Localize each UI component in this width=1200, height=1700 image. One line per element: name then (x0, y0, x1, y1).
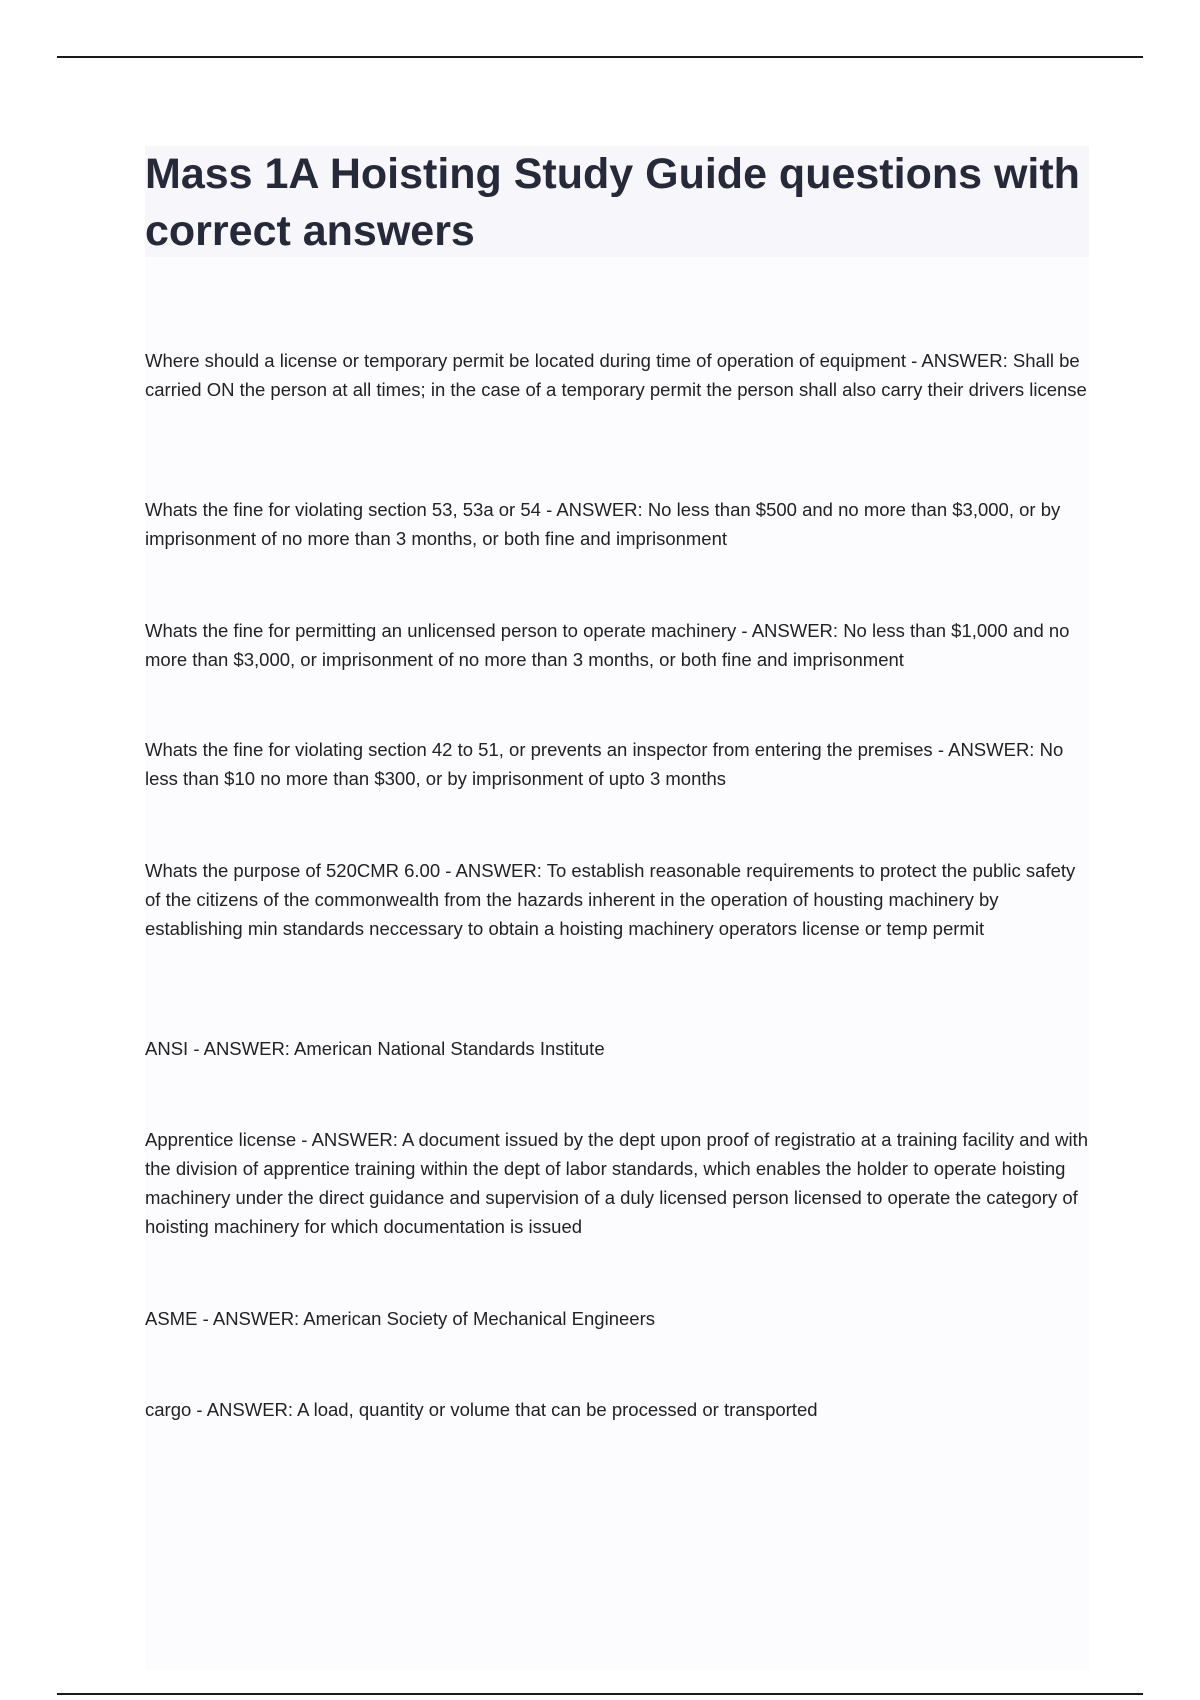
qa-item-cargo: cargo - ANSWER: A load, quantity or volume that can be processed or transported (145, 1399, 818, 1420)
qa-item-purpose-520cmr: Whats the purpose of 520CMR 6.00 - ANSWER: To establish reasonable requirements to protect the public safety of the citizens of the commonwealth from the hazards inherent in the operation of housting machinery by establishing min standards neccessary to obtain a hoisting machinery operators license or temp permit (145, 860, 1076, 939)
qa-item-ansi: ANSI - ANSWER: American National Standards Institute (145, 1038, 605, 1059)
bottom-rule (57, 1693, 1143, 1695)
qa-item-fine-42-51: Whats the fine for violating section 42 to 51, or prevents an inspector from entering the premises - ANSWER: No less than $10 no more than $300, or by imprisonment of upto 3 months (145, 739, 1064, 789)
qa-item-asme: ASME - ANSWER: American Society of Mechanical Engineers (145, 1308, 655, 1329)
top-rule (57, 56, 1143, 58)
document-page (145, 146, 1089, 1670)
qa-item-license-location: Where should a license or temporary permit be located during time of operation of equipment - ANSWER: Shall be carried ON the person at all times; in the case of a temporary permit the person shall also carry their drivers license (145, 350, 1087, 400)
document-title: Mass 1A Hoisting Study Guide questions with correct answers (145, 150, 1080, 255)
qa-item-fine-53: Whats the fine for violating section 53, 53a or 54 - ANSWER: No less than $500 and no more than $3,000, or by imprisonment of no more than 3 months, or both fine and imprisonment (145, 499, 1061, 549)
qa-item-apprentice-license: Apprentice license - ANSWER: A document issued by the dept upon proof of registratio at a training facility and with the division of apprentice training within the dept of labor standards, which enables the holder to operate hoisting machinery under the direct guidance and supervision of a duly licensed person licensed to operate the category of hoisting machinery for which documentation is issued (145, 1129, 1088, 1237)
title-block (145, 146, 1089, 257)
qa-item-fine-unlicensed: Whats the fine for permitting an unlicensed person to operate machinery - ANSWER: No less than $1,000 and no more than $3,000, or imprisonment of no more than 3 months, or both fine and imprisonment (145, 620, 1070, 670)
